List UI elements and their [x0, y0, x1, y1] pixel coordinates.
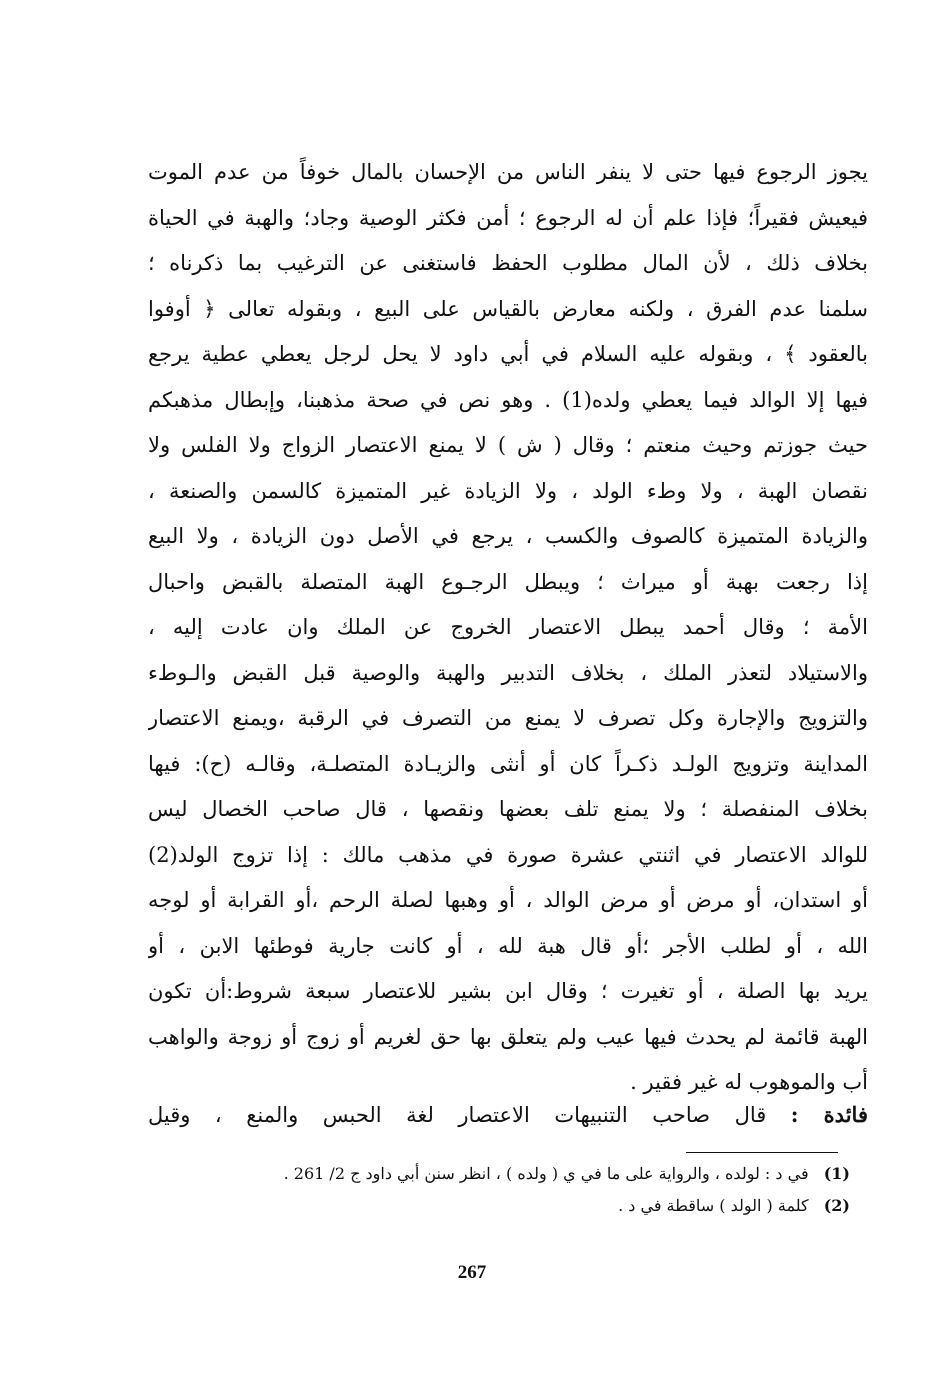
text-line: فيها إلا الوالد فيما يعطي ولده(1) . وهو نص في صحة مذهبنا، وإبطال مذهبكم	[148, 387, 868, 412]
text-line: الله ، أو لطلب الأجر ؛أو قال هبة لله ، أو كانت جارية فوطئها الابن ، أو	[148, 933, 868, 958]
text-line: نقصان الهبة ، ولا وطء الولد ، ولا الزيادة غير المتميزة كالسمن والصنعة ،	[148, 478, 868, 503]
text-line: المداينة وتزويج الولـد ذكـراً كان أو أنثى والزيـادة المتصلـة، وقالـه (ح): فيها	[148, 751, 868, 776]
text-line: سلمنا عدم الفرق ، ولكنه معارض بالقياس على البيع ، وبقوله تعالى ﴿ أوفوا	[148, 296, 868, 321]
footnote-number: (1)	[823, 1164, 850, 1183]
text-line: حيث جوزتم وحيث منعتم ؛ وقال ( ش ) لا يمنع الاعتصار الزواج ولا الفلس ولا	[148, 433, 868, 457]
text-line: والتزويج والإجارة وكل تصرف لا يمنع من التصرف في الرقبة ،ويمنع الاعتصار	[148, 706, 868, 730]
text-line: يريد بها الصلة ، أو تغيرت ؛ وقال ابن بشير للاعتصار سبعة شروط:أن تكون	[148, 979, 868, 1003]
note-lead: فائدة :	[790, 1102, 868, 1127]
footnote	[170, 1190, 850, 1222]
text-line: للوالد الاعتصار في اثنتي عشرة صورة في مذهب مالك : إذا تزوج الولد(2)	[148, 842, 868, 867]
footnote-text: في د : لولده ، والرواية على ما في ي ( ولده ) ، انظر سنن أبي داود ج 2/ 261 .	[283, 1164, 809, 1183]
text-line: بخلاف ذلك ، لأن المال مطلوب الحفظ فاستغنى عن الترغيب بما ذكرناه ؛	[148, 251, 868, 275]
text-line: أو استدان، أو مرض أو مرض الوالد ، أو وهبها لصلة الرحم ،أو القرابة أو لوجه	[148, 888, 868, 912]
text-line: فيعيش فقيراً؛ فإذا علم أن له الرجوع ؛ أمن فكثر الوصية وجاد؛ والهبة في الحياة	[148, 205, 868, 230]
footnotes	[170, 1158, 850, 1222]
text-line: الهبة قائمة لم يحدث فيها عيب ولم يتعلق بها حق لغريم أو زوج أو زوجة والواهب	[148, 1024, 868, 1049]
note-text: قال صاحب التنبيهات الاعتصار لغة الحبس والمنع ، وقيل	[148, 1103, 767, 1127]
text-line: يجوز الرجوع فيها حتى لا ينفر الناس من الإحسان بالمال خوفاً من عدم الموت	[148, 160, 868, 184]
footnote-text: كلمة ( الولد ) ساقطة في د .	[618, 1196, 809, 1215]
text-line: الأمة ؛ وقال أحمد يبطل الاعتصار الخروج عن الملك وان عادت إليه ،	[148, 615, 868, 639]
page-number: 267	[457, 1262, 487, 1283]
text-line: بالعقود ﴾ ، وبقوله عليه السلام في أبي داود لا يحل لرجل يعطي عطية يرجع	[148, 342, 868, 366]
footnote	[170, 1158, 850, 1190]
text-line: أب والموهوب له غير فقير .	[630, 1070, 868, 1094]
footnote-number: (2)	[823, 1196, 850, 1215]
text-line: إذا رجعت بهبة أو ميراث ؛ ويبطل الرجـوع الهبة المتصلة بالقبض واحبال	[148, 569, 868, 594]
note-paragraph	[148, 1092, 868, 1137]
main-text-block	[148, 150, 868, 1106]
text-line: والزيادة المتميزة كالصوف والكسب ، يرجع في الأصل دون الزيادة ، ولا البيع	[148, 524, 868, 548]
text-line: بخلاف المنفصلة ؛ ولا يمنع تلف بعضها ونقصها ، قال صاحب الخصال ليس	[148, 797, 868, 821]
footnote-divider	[686, 1152, 838, 1153]
text-line: والاستيلاد لتعذر الملك ، بخلاف التدبير والهبة والوصية قبل القبض والـوطء	[148, 660, 868, 685]
